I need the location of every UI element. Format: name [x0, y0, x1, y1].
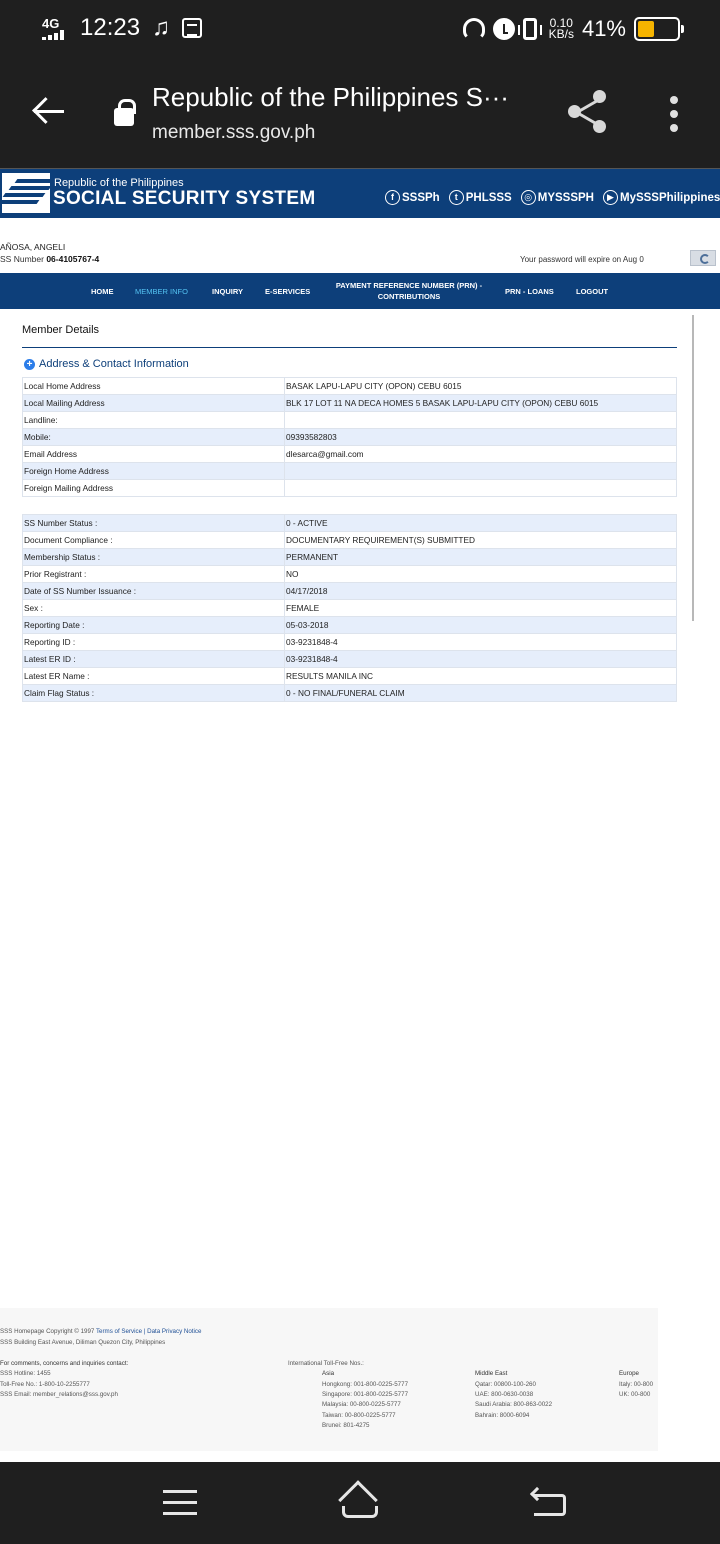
row-label: Document Compliance :	[23, 532, 285, 549]
row-value: 09393582803	[285, 429, 677, 446]
asia-number: Singapore: 001-800-0225-5777	[322, 1391, 409, 1398]
row-label: SS Number Status :	[23, 515, 285, 532]
clock: 12:23	[80, 14, 141, 41]
row-label: Reporting Date :	[23, 617, 285, 634]
tollfree: Toll-Free No.: 1-800-10-2255777	[0, 1381, 90, 1388]
table-row	[23, 651, 677, 668]
table-row	[23, 412, 677, 429]
sss-header-banner	[0, 168, 720, 218]
table-row	[23, 634, 677, 651]
table-row	[23, 617, 677, 634]
vibrate-icon	[523, 18, 537, 40]
main-navigation	[0, 273, 720, 309]
row-value: BASAK LAPU-LAPU CITY (OPON) CEBU 6015	[285, 378, 677, 395]
member-details-panel	[0, 309, 720, 703]
row-value: DOCUMENTARY REQUIREMENT(S) SUBMITTED	[285, 532, 677, 549]
facebook-link[interactable]: f SSSPh	[385, 190, 440, 205]
eu-number: UK: 00-800	[619, 1391, 651, 1398]
row-value	[285, 412, 677, 429]
asia-number: Hongkong: 001-800-0225-5777	[322, 1381, 409, 1388]
heading-divider	[22, 347, 677, 348]
row-value: 03-9231848-4	[285, 634, 677, 651]
contact-heading: For comments, concerns and inquiries contact:	[0, 1360, 129, 1367]
row-label: Membership Status :	[23, 549, 285, 566]
user-info-strip	[0, 219, 720, 273]
table-row	[23, 583, 677, 600]
contact-info-table	[22, 377, 677, 497]
table-row	[23, 532, 677, 549]
copyright-line: SSS Homepage Copyright © 1997 Terms of Service | Data Privacy Notice	[0, 1328, 202, 1335]
nav-home[interactable]: HOME	[91, 286, 114, 296]
member-name: AÑOSA, ANGELI	[0, 242, 66, 252]
social-links	[385, 190, 720, 205]
row-label: Foreign Home Address	[23, 463, 285, 480]
refresh-icon[interactable]	[690, 250, 716, 266]
nav-e-services[interactable]: E-SERVICES	[265, 286, 311, 296]
table-row	[23, 600, 677, 617]
row-label: Landline:	[23, 412, 285, 429]
membership-status-table	[22, 514, 677, 702]
nav-member-info[interactable]: MEMBER INFO	[135, 286, 188, 296]
facebook-icon: f	[385, 190, 400, 205]
row-value: dlesarca@gmail.com	[285, 446, 677, 463]
row-value: 04/17/2018	[285, 583, 677, 600]
nav-inquiry[interactable]: INQUIRY	[212, 286, 243, 296]
table-row	[23, 378, 677, 395]
row-value	[285, 480, 677, 497]
battery-icon	[634, 17, 680, 41]
screenshot-icon	[182, 18, 202, 38]
asia-number: Malaysia: 00-800-0225-5777	[322, 1401, 401, 1408]
table-row	[23, 429, 677, 446]
asia-heading: Asia	[322, 1370, 335, 1377]
me-number: Saudi Arabia: 800-863-0022	[475, 1401, 553, 1408]
instagram-link[interactable]: ◎ MYSSSPH	[521, 190, 594, 205]
row-label: Local Home Address	[23, 378, 285, 395]
table-row	[23, 463, 677, 480]
url-text[interactable]: member.sss.gov.ph	[152, 122, 316, 143]
row-value: FEMALE	[285, 600, 677, 617]
agency-name: SOCIAL SECURITY SYSTEM	[53, 188, 316, 209]
table-row	[23, 549, 677, 566]
member-ss-number: SS Number 06-4105767-4	[0, 254, 100, 264]
system-navigation-bar	[0, 1462, 720, 1544]
row-label: Reporting ID :	[23, 634, 285, 651]
row-label: Sex :	[23, 600, 285, 617]
row-label: Email Address	[23, 446, 285, 463]
row-label: Latest ER ID :	[23, 651, 285, 668]
page-footer	[0, 1308, 658, 1451]
row-value: NO	[285, 566, 677, 583]
music-note-icon: ♫	[152, 14, 170, 41]
network-signal-icon	[42, 16, 74, 40]
twitter-link[interactable]: t PHLSSS	[449, 190, 512, 205]
home-icon[interactable]	[336, 1482, 384, 1518]
eu-number: Italy: 00-800	[619, 1381, 654, 1388]
sss-logo-icon[interactable]	[2, 173, 50, 213]
status-bar	[0, 0, 720, 56]
asia-number: Brunei: 801-4275	[322, 1422, 370, 1429]
share-icon[interactable]	[568, 90, 608, 134]
row-label: Prior Registrant :	[23, 566, 285, 583]
back-icon[interactable]	[530, 1488, 568, 1520]
row-label: Foreign Mailing Address	[23, 480, 285, 497]
address-contact-toggle[interactable]	[24, 358, 189, 370]
republic-label: Republic of the Philippines	[54, 177, 184, 189]
data-privacy-link[interactable]: Data Privacy Notice	[147, 1328, 202, 1335]
europe-heading: Europe	[619, 1370, 639, 1377]
table-row	[23, 515, 677, 532]
headset-icon	[463, 18, 485, 40]
footer-address: SSS Building East Avenue, Diliman Quezon City, Philippines	[0, 1339, 166, 1346]
table-row	[23, 446, 677, 463]
row-value: 0 - ACTIVE	[285, 515, 677, 532]
twitter-icon: t	[449, 190, 464, 205]
password-expiry-notice: Your password will expire on Aug 0	[520, 255, 644, 264]
row-value: 03-9231848-4	[285, 651, 677, 668]
plus-circle-icon: +	[24, 359, 35, 370]
page-title[interactable]: Republic of the Philippines S···	[152, 82, 509, 112]
table-row	[23, 668, 677, 685]
address-contact-title: Address & Contact Information	[39, 358, 189, 370]
youtube-link[interactable]: ▶ MySSSPhilippines	[603, 190, 720, 205]
recent-apps-icon[interactable]	[163, 1488, 197, 1518]
middle-east-heading: Middle East	[475, 1370, 508, 1377]
row-value: BLK 17 LOT 11 NA DECA HOMES 5 BASAK LAPU-LAPU CITY (OPON) CEBU 6015	[285, 395, 677, 412]
terms-of-service-link[interactable]: Terms of Service	[95, 1328, 143, 1335]
member-details-heading: Member Details	[22, 324, 100, 336]
row-label: Claim Flag Status :	[23, 685, 285, 702]
support-email[interactable]: SSS Email: member_relations@sss.gov.ph	[0, 1391, 118, 1398]
lock-icon[interactable]	[114, 108, 134, 126]
battery-percent: 41%	[581, 16, 626, 41]
nav-prn-contributions[interactable]: PAYMENT REFERENCE NUMBER (PRN) - CONTRIBUTIONS	[335, 281, 483, 301]
alarm-icon	[493, 18, 515, 40]
instagram-icon: ◎	[521, 190, 536, 205]
table-row	[23, 395, 677, 412]
youtube-icon: ▶	[603, 190, 618, 205]
table-row	[23, 480, 677, 497]
me-number: Bahrain: 8000-6094	[475, 1412, 530, 1419]
row-value: RESULTS MANILA INC	[285, 668, 677, 685]
row-value: 05-03-2018	[285, 617, 677, 634]
hotline: SSS Hotline: 1455	[0, 1370, 51, 1377]
row-label: Date of SS Number Issuance :	[23, 583, 285, 600]
intl-heading: International Toll-Free Nos.:	[288, 1360, 364, 1367]
nav-logout[interactable]: LOGOUT	[576, 286, 609, 296]
table-row	[23, 566, 677, 583]
nav-prn-loans[interactable]: PRN - LOANS	[505, 286, 554, 296]
back-arrow-icon[interactable]	[30, 92, 70, 132]
table-row	[23, 685, 677, 702]
browser-toolbar	[0, 56, 720, 168]
network-speed: 0.10 KB/s	[548, 16, 574, 41]
row-value: 0 - NO FINAL/FUNERAL CLAIM	[285, 685, 677, 702]
row-label: Local Mailing Address	[23, 395, 285, 412]
row-value: PERMANENT	[285, 549, 677, 566]
vertical-scrollbar[interactable]	[692, 315, 694, 621]
more-options-icon[interactable]	[668, 96, 680, 132]
row-value	[285, 463, 677, 480]
me-number: Qatar: 00800-100-260	[475, 1381, 536, 1388]
network-type: 4G	[42, 16, 60, 31]
asia-number: Taiwan: 00-800-0225-5777	[322, 1412, 396, 1419]
row-label: Mobile:	[23, 429, 285, 446]
me-number: UAE: 800-0630-0038	[475, 1391, 534, 1398]
row-label: Latest ER Name :	[23, 668, 285, 685]
